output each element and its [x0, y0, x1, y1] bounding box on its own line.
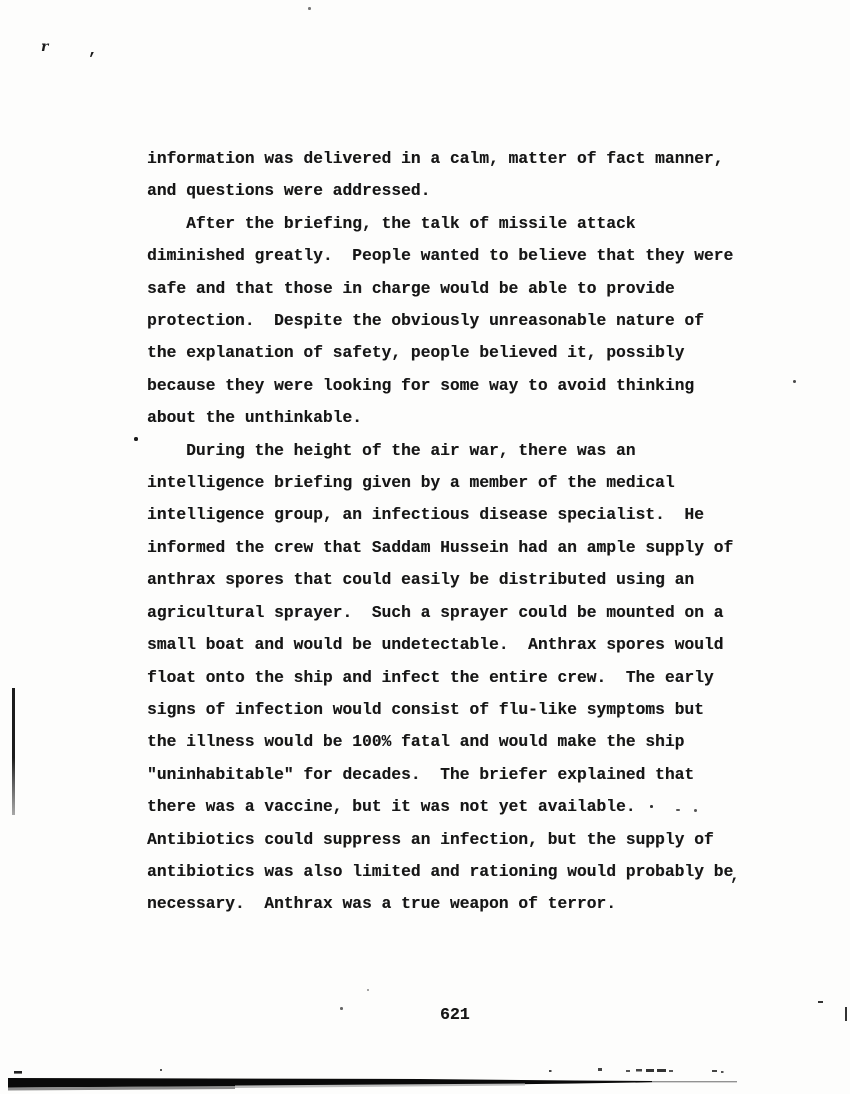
document-line: about the unthinkable. [147, 408, 362, 428]
page-number: 621 [440, 1005, 470, 1024]
document-line: float onto the ship and infect the entire crew. The early [147, 667, 714, 687]
speck-icon [650, 805, 653, 808]
speck-icon [676, 809, 680, 811]
stray-mark-comma: , [88, 41, 98, 59]
document-line: intelligence group, an infectious disease specialist. He [147, 505, 704, 525]
document-line: "uninhabitable" for decades. The briefer explained that [147, 764, 695, 784]
stray-mark-r: r [41, 39, 49, 55]
document-line: After the briefing, the talk of missile attack [147, 213, 636, 233]
document-line: agricultural sprayer. Such a sprayer could be mounted on a [147, 602, 724, 622]
document-line: diminished greatly. People wanted to believe that they were [147, 246, 734, 266]
document-line: anthrax spores that could easily be distributed using an [147, 570, 695, 590]
body-text [147, 143, 733, 921]
document-line: and questions were addressed. [147, 181, 431, 201]
scan-tick-artifact [845, 1007, 847, 1021]
speck-icon [308, 7, 311, 10]
document-line: During the height of the air war, there was an [147, 440, 636, 460]
document-line: there was a vaccine, but it was not yet available. [147, 797, 636, 817]
speck-icon [793, 380, 796, 383]
document-line: antibiotics was also limited and rationing would probably be [147, 861, 734, 881]
document-line: the explanation of safety, people believed it, possibly [147, 343, 685, 363]
document-line: the illness would be 100% fatal and would make the ship [147, 732, 685, 752]
speck-icon [134, 437, 138, 441]
document-line: because they were looking for some way to avoid thinking [147, 375, 695, 395]
stray-comma-mark: , [730, 866, 740, 885]
document-line: informed the crew that Saddam Hussein had an ample supply of [147, 537, 734, 557]
document-line: signs of infection would consist of flu-like symptoms but [147, 699, 704, 719]
scan-dash-artifact [818, 1001, 823, 1003]
scan-bar-artifact [0, 1060, 850, 1094]
document-line: information was delivered in a calm, matter of fact manner, [147, 149, 724, 168]
scan-line-artifact [12, 688, 15, 815]
speck-icon [694, 809, 697, 812]
speck-icon [367, 989, 369, 991]
document-line: intelligence briefing given by a member of the medical [147, 473, 675, 493]
speck-icon [340, 1007, 343, 1010]
document-line: protection. Despite the obviously unreasonable nature of [147, 311, 704, 331]
document-line: small boat and would be undetectable. Anthrax spores would [147, 635, 724, 655]
document-line: Antibiotics could suppress an infection, but the supply of [147, 829, 714, 849]
document-line: safe and that those in charge would be able to provide [147, 278, 675, 298]
document-line: necessary. Anthrax was a true weapon of terror. [147, 894, 616, 914]
